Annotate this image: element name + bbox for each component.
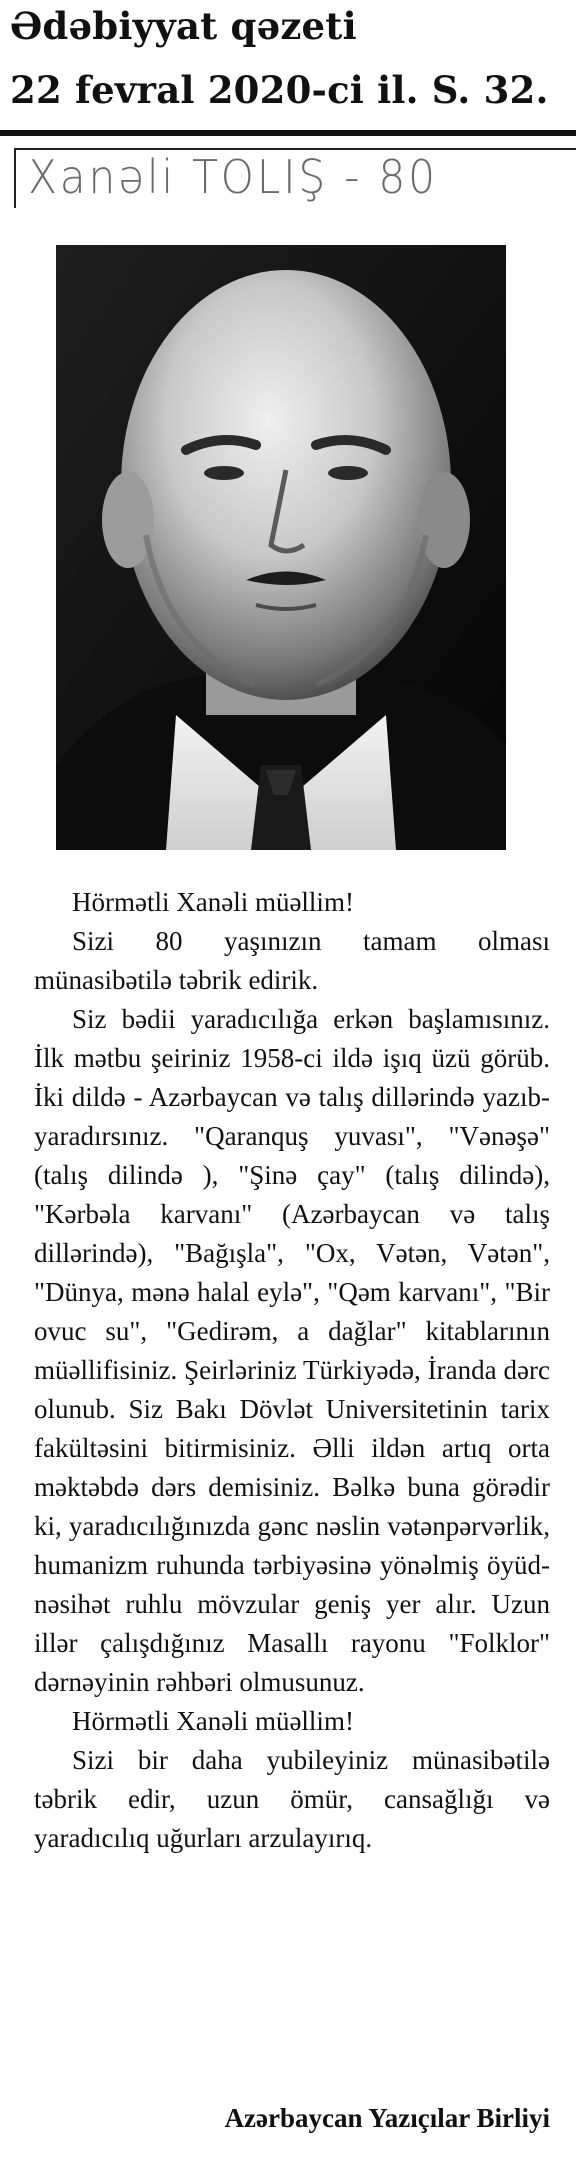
portrait-image <box>56 245 506 850</box>
header-divider <box>0 130 576 136</box>
closing-paragraph: Sizi bir daha yubileyiniz münasibətilə təbrik edir, uzun ömür, cansağlığı və yaradıcılıq uğurları arzulayırıq. <box>34 1745 550 1853</box>
section-rule-side <box>14 148 16 208</box>
issue-date: 22 fevral 2020-ci il. S. 32. <box>10 68 549 112</box>
newspaper-name: Ədəbiyyat qəzeti <box>10 4 357 48</box>
second-greeting-paragraph: Hörmətli Xanəli müəllim! <box>72 1706 354 1736</box>
section-title: Xanəli TOLIŞ - 80 <box>28 150 438 204</box>
greeting-paragraph: Hörmətli Xanəli müəllim! <box>72 887 354 917</box>
congratulation-paragraph: Sizi 80 yaşınızın tamam olması münasibətilə təbrik edirik. <box>34 926 550 995</box>
signature: Azərbaycan Yazıçılar Birliyi <box>224 2103 550 2133</box>
biography-paragraph: Siz bədii yaradıcılığa erkən başlamısınız. İlk mətbu şeiriniz 1958-ci ildə işıq üzü görüb. İki dildə - Azərbaycan və talış dillərində yazıb-yaradırsınız. "Qaranquş yuvası", "Vənəşə" (talış dilində ), "Şinə çay" (talış dilində), "Kərbəla karvanı" (Azərbaycan və talış dillərində), "Bağışla", "Ox, Vətən, Vətən", "Dünya, mənə halal eylə", "Qəm karvanı", "Bir ovuc su", "Gedirəm, a dağlar" kitablarının müəllifisiniz. Şeirləriniz Türkiyədə, İranda dərc olunub. Siz Bakı Dövlət Universitetinin tarix fakültəsini bitirmisiniz. Əlli ildən artıq orta məktəbdə dərs demisiniz. Bəlkə buna görədir ki, yaradıcılığınızda gənc nəslin vətənpərvərlik, humanizm ruhunda tərbiyəsinə yönəlmiş öyüd-nəsihət ruhlu mövzular geniş yer alır. Uzun illər çalışdığınız Masallı rayonu "Folklor" dərnəyinin rəhbəri olmusunuz. <box>34 1004 550 1697</box>
portrait-photo <box>56 245 506 850</box>
article-body <box>34 883 550 1858</box>
